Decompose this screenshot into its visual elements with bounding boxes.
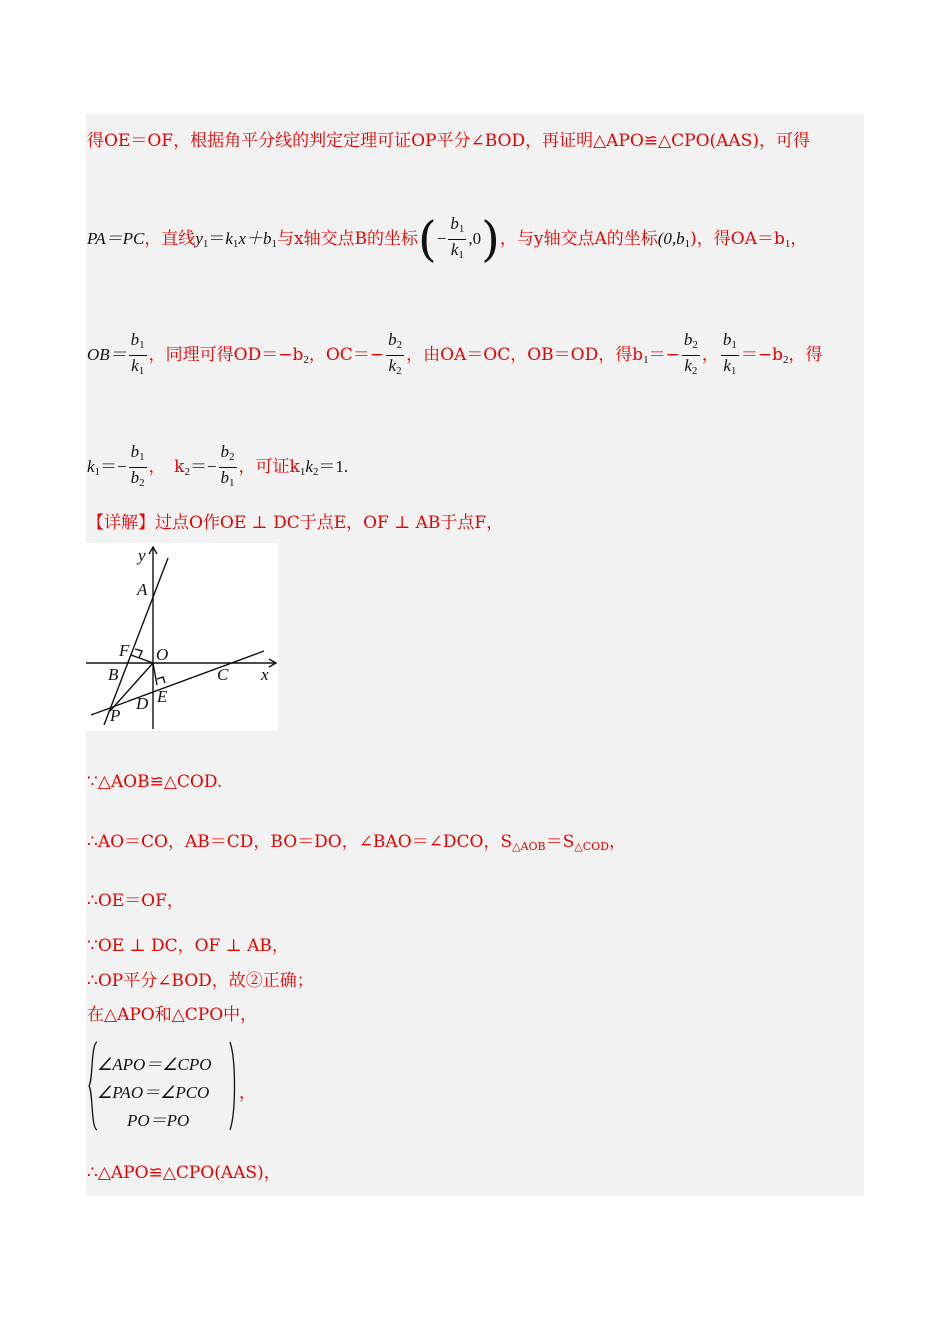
analysis-line-3: OB＝ $\frac{b_1}{k_1}$ ，同理可得$OD=-b_2$，OC＝− $\frac{b_2}{k_2}$ ，由OA＝OC，OB＝OD，得$b_1=-$ $\frac{b_2}{k_2}$ ， $\frac{b_1}{k_1}$ $=-b_2$，得 bbox=[87, 330, 823, 381]
text-segment: △COD bbox=[574, 840, 609, 853]
detail-line bbox=[87, 512, 503, 534]
equation-system bbox=[87, 1040, 256, 1132]
text-segment: ，OC＝− bbox=[308, 345, 385, 365]
text-segment: ∴AO＝CO，AB＝CD，BO＝DO，∠BAO＝∠DCO，S bbox=[87, 832, 513, 852]
text-segment: y bbox=[195, 229, 203, 248]
step-bisector: ∴OP平分∠BOD，故②正确； bbox=[87, 971, 314, 991]
detail-tag: 【详解】 bbox=[87, 513, 155, 533]
text-segment: ， bbox=[790, 229, 808, 249]
text-segment: 与x轴交点B的坐标 bbox=[276, 229, 419, 249]
text-segment: △AOB bbox=[512, 840, 546, 853]
text-segment: (0,b bbox=[657, 229, 685, 248]
text-segment: ＝1. bbox=[318, 457, 349, 476]
detail-text: 过点O作OE ⊥ DC于点E，OF ⊥ AB于点F， bbox=[155, 513, 504, 533]
fraction: $\frac{b_1}{b_2}$ bbox=[130, 442, 145, 489]
geometry-diagram bbox=[86, 543, 278, 731]
text-segment: ＝− bbox=[648, 345, 680, 365]
text-segment: k bbox=[305, 457, 313, 476]
text-segment: OB＝ bbox=[87, 345, 127, 364]
text-segment: k bbox=[87, 457, 95, 476]
fig-label-e: E bbox=[157, 687, 168, 706]
fig-label-b: B bbox=[108, 665, 119, 684]
fig-label-x: x bbox=[261, 665, 269, 684]
fig-label-d: D bbox=[136, 694, 149, 713]
fig-label-f: F bbox=[119, 641, 130, 660]
text-segment: ，由OA＝OC，OB＝OD，得b bbox=[406, 345, 644, 365]
text-segment: ＝S bbox=[545, 832, 575, 852]
step-oe-of: ∴OE＝OF， bbox=[87, 891, 184, 911]
fraction: $\frac{b_2}{k_2}$ bbox=[388, 330, 403, 377]
text-segment: ，可证k bbox=[238, 457, 300, 477]
text-segment: ， bbox=[701, 345, 719, 365]
system-row-2: ∠PAO＝∠PCO bbox=[97, 1083, 210, 1102]
geometry-figure bbox=[86, 543, 278, 731]
text-segment: PA＝PC bbox=[87, 229, 145, 248]
fraction: $\frac{b_1}{k_1}$ bbox=[130, 330, 145, 377]
fraction: $\frac{b_1}{k_1}$ bbox=[722, 330, 737, 377]
text-segment: ＝− bbox=[100, 457, 127, 476]
analysis-line-4: $k_1=-$ $\frac{b_1}{b_2}$ ， $k_2=-$ $\frac{b_2}{b_1}$ ，可证$k_1k_2=1$. bbox=[87, 442, 348, 493]
system-row-3: PO＝PO bbox=[127, 1111, 190, 1130]
analysis-line-2: PA＝PC，直线$y_1=k_1x+b_1$与x轴交点B的坐标(− $\frac{b_1}{k_1}$ ,0)，与y轴交点A的坐标$(0,b_1)$，得$OA=b_1$， bbox=[87, 211, 808, 268]
system-tail: ， bbox=[239, 1083, 256, 1102]
text-segment: k bbox=[225, 229, 233, 248]
fig-label-o: O bbox=[156, 645, 169, 664]
fraction-b1-over-k1: $\frac{b_1}{k_1}$ bbox=[450, 214, 465, 261]
text-segment: ， bbox=[609, 832, 626, 852]
text-segment: ， k bbox=[148, 457, 185, 477]
text-segment: ，同理可得OD＝−b bbox=[148, 345, 304, 365]
text-segment: ＝−b bbox=[740, 345, 784, 365]
text-segment: ，与y轴交点A的坐标 bbox=[499, 229, 658, 249]
text-segment: x＋b bbox=[238, 229, 272, 248]
fraction: $\frac{b_2}{b_1}$ bbox=[220, 442, 235, 489]
fig-label-c: C bbox=[217, 665, 229, 684]
fig-label-a: A bbox=[137, 580, 148, 599]
text-segment: ，直线 bbox=[144, 229, 196, 249]
fraction: $\frac{b_2}{k_2}$ bbox=[683, 330, 698, 377]
text-segment: ，得 bbox=[788, 345, 823, 365]
step-congruent-aas: ∴△APO≌△CPO(AAS)， bbox=[87, 1163, 281, 1183]
step-because-congruent: ∵△AOB≌△COD. bbox=[87, 772, 223, 792]
text-segment: )，得OA＝b bbox=[690, 229, 785, 249]
system-row-1: ∠APO＝∠CPO bbox=[97, 1055, 212, 1074]
text-segment: ＝ bbox=[208, 229, 226, 248]
step-perpendicular: ∵OE ⊥ DC，OF ⊥ AB， bbox=[87, 936, 289, 956]
fig-label-p: P bbox=[110, 706, 121, 725]
analysis-line-1: 得OE＝OF，根据角平分线的判定定理可证OP平分∠BOD，再证明△APO≌△CPO(AAS)，可得 bbox=[87, 131, 810, 151]
text-segment: ＝− bbox=[189, 457, 217, 476]
step-therefore-equal bbox=[87, 831, 626, 858]
step-in-triangles: 在△APO和△CPO中， bbox=[87, 1005, 258, 1025]
fig-label-y: y bbox=[138, 546, 146, 565]
